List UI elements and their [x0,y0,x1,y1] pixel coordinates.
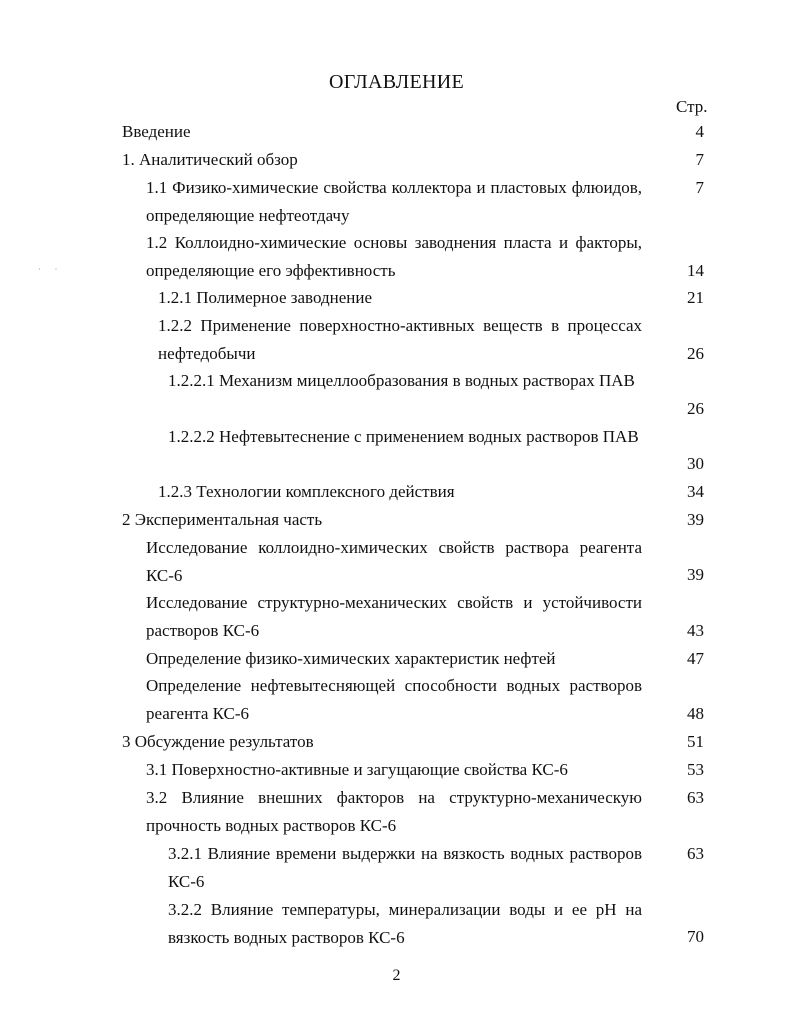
toc-entry-text: 3 Обсуждение результатов [122,732,314,751]
toc-entry-text: Определение физико-химических характеристик нефтей [146,649,556,668]
toc-entry [158,284,642,312]
toc-entry-page: 63 [687,844,704,863]
toc-entry-text: 1. Аналитический обзор [122,150,298,169]
toc-entry-page: 7 [695,150,704,169]
scan-specks: · · [38,265,64,274]
toc-entry-page: 51 [687,732,704,751]
toc-entry [146,645,642,673]
toc-entry-page: 47 [687,649,704,668]
toc-entry-text: 1.2.2.2 Нефтевытеснение с применением водных растворов ПАВ [168,427,639,446]
toc-entry-page: 34 [687,482,704,501]
toc-entry-text: 1.2.3 Технологии комплексного действия [158,482,455,501]
toc-entry-page: 26 [687,344,704,363]
toc-entry [158,312,642,367]
toc-entry-text: 1.1 Физико-химические свойства коллектора и пластовых флюидов, определяющие нефтеотдачу [146,178,642,225]
toc-entry [146,534,642,589]
toc-entry [146,229,642,284]
toc-entry [122,506,642,534]
toc-entry-page: 39 [687,510,704,529]
toc-entry-page: 53 [687,760,704,779]
toc-entry [146,174,642,229]
toc-entry [168,896,642,951]
toc-entry-page: 48 [687,704,704,723]
toc-entry-page: 14 [687,261,704,280]
toc-entry [168,367,642,395]
toc-entry-page: 43 [687,621,704,640]
toc-entry-text: Введение [122,122,191,141]
toc-entry-text: 2 Экспериментальная часть [122,510,323,529]
toc-entry-page: 39 [687,565,704,584]
toc-entry [122,146,642,174]
page-number: 2 [392,967,401,984]
toc-entry-page: 30 [687,454,704,473]
toc-entry [146,784,642,839]
toc-entry [168,840,642,895]
toc-entry-text: Исследование коллоидно-химических свойств раствора реагента КС-6 [146,538,642,585]
toc-entry-text: 1.2 Коллоидно-химические основы заводнения пласта и факторы, определяющие его эффективность [146,233,642,280]
toc-entry-text: 3.2.1 Влияние времени выдержки на вязкость водных растворов КС-6 [168,844,642,891]
page-column-header: Стр. [676,97,708,116]
toc-entry [146,672,642,727]
toc-entry [158,478,642,506]
toc-entry-page: 63 [687,788,704,807]
toc-entry-text: Определение нефтевытесняющей способности водных растворов реагента КС-6 [146,676,642,723]
page-title: ОГЛАВЛЕНИЕ [329,71,464,93]
toc-entry-text: 1.2.2.1 Механизм мицеллообразования в водных растворах ПАВ [168,371,635,390]
toc-entry-text: Исследование структурно-механических свойств и устойчивости растворов КС-6 [146,593,642,640]
toc-entry-text: 1.2.2 Применение поверхностно-активных веществ в процессах нефтедобычи [158,316,642,363]
toc-entry [122,118,642,146]
toc-entry-text: 3.1 Поверхностно-активные и загущающие свойства КС-6 [146,760,568,779]
toc-entry-page: 21 [687,288,704,307]
toc-entry [168,423,642,451]
toc-entry [146,589,642,644]
toc-entry-page: 4 [695,122,704,141]
toc-entry-page: 70 [687,927,704,946]
toc-entry-text: 3.2.2 Влияние температуры, минерализации воды и ее pH на вязкость водных растворов КС-6 [168,900,642,947]
toc-entry-page: 26 [687,399,704,418]
toc-entry-text: 3.2 Влияние внешних факторов на структурно-механическую прочность водных растворов КС-6 [146,788,642,835]
toc-entry-page: 7 [695,178,704,197]
toc-entry [122,728,642,756]
toc-entry-text: 1.2.1 Полимерное заводнение [158,288,373,307]
toc-entry [146,756,642,784]
